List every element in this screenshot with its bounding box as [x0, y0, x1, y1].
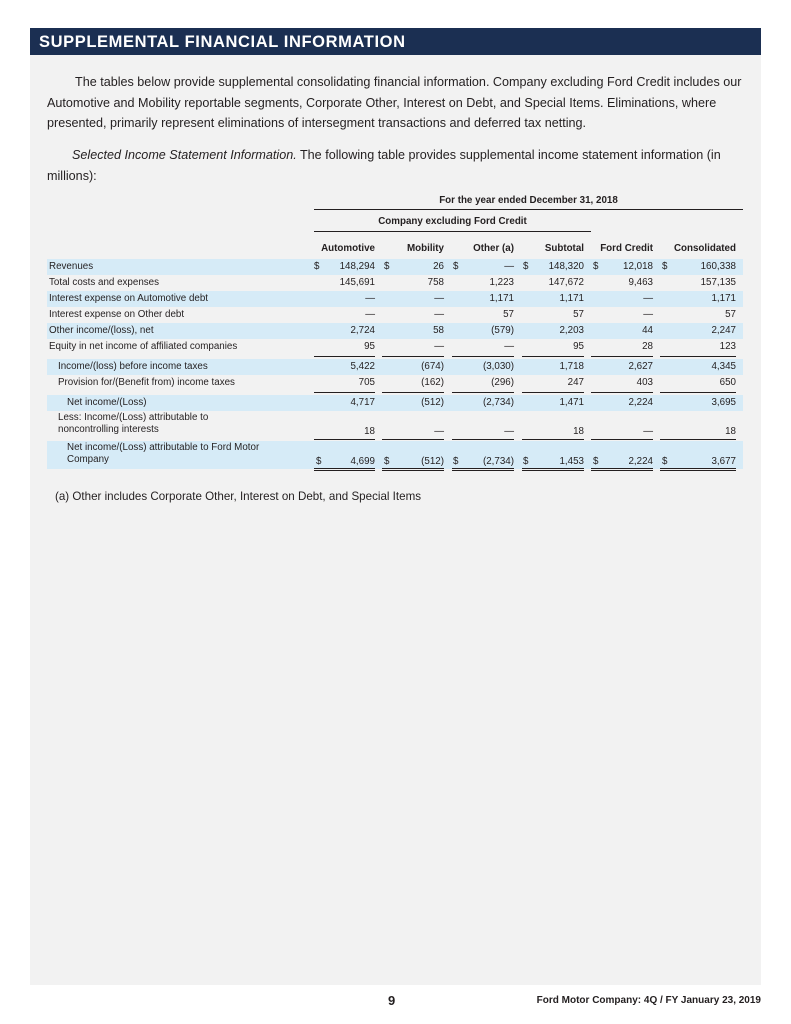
- cell-value: 650: [719, 377, 736, 388]
- cell-value: 2,724: [350, 325, 375, 336]
- cell-value: 148,320: [548, 261, 584, 272]
- currency-symbol: $: [314, 261, 320, 272]
- subtotal-rule: [382, 392, 444, 393]
- row-label: Other income/(loss), net: [49, 325, 154, 336]
- currency-symbol: $: [593, 261, 599, 272]
- column-header-consolidated: Consolidated: [673, 243, 736, 254]
- cell-value: —: [434, 426, 444, 437]
- table-row: [47, 275, 743, 291]
- table-intro-italic: Selected Income Statement Information.: [72, 148, 297, 162]
- total-double-rule: [522, 468, 584, 471]
- table-row: [47, 411, 743, 439]
- cell-value: —: [365, 293, 375, 304]
- cell-value: 2,224: [628, 456, 653, 467]
- cell-value: 147,672: [548, 277, 584, 288]
- cell-value: 1,171: [489, 293, 514, 304]
- currency-symbol: $: [662, 261, 668, 272]
- cell-value: —: [365, 309, 375, 320]
- cell-value: 18: [364, 426, 375, 437]
- currency-symbol: $: [593, 456, 599, 467]
- subtotal-rule: [591, 439, 653, 440]
- currency-symbol: $: [384, 261, 390, 272]
- row-label: Total costs and expenses: [49, 277, 160, 288]
- row-label: Equity in net income of affiliated companies: [49, 341, 238, 352]
- cell-value: 4,699: [350, 456, 375, 467]
- row-label-line: Net income/(Loss) attributable to Ford Motor: [67, 442, 260, 453]
- cell-value: —: [504, 426, 514, 437]
- row-label: Income/(loss) before income taxes: [58, 361, 208, 372]
- group-heading: Company excluding Ford Credit: [378, 216, 527, 227]
- cell-value: 160,338: [700, 261, 736, 272]
- cell-value: (3,030): [482, 361, 514, 372]
- subtotal-rule: [591, 392, 653, 393]
- table-row: [47, 307, 743, 323]
- cell-value: 2,224: [628, 397, 653, 408]
- row-label-line: noncontrolling interests: [58, 424, 159, 435]
- row-label: [58, 412, 208, 436]
- cell-value: 5,422: [350, 361, 375, 372]
- table-footnote: (a) Other includes Corporate Other, Interest on Debt, and Special Items: [55, 490, 422, 503]
- cell-value: 1,471: [559, 397, 584, 408]
- group-heading-rule: [314, 231, 591, 232]
- cell-value: 57: [725, 309, 736, 320]
- cell-value: —: [434, 309, 444, 320]
- cell-value: (512): [421, 456, 444, 467]
- cell-value: 4,717: [350, 397, 375, 408]
- cell-value: 403: [636, 377, 653, 388]
- cell-value: —: [434, 341, 444, 352]
- currency-symbol: $: [453, 261, 459, 272]
- table-row: [47, 259, 743, 275]
- cell-value: 705: [358, 377, 375, 388]
- subtotal-rule: [452, 392, 514, 393]
- cell-value: 2,203: [559, 325, 584, 336]
- cell-value: (162): [421, 377, 444, 388]
- currency-symbol: $: [384, 456, 390, 467]
- currency-symbol: $: [523, 456, 529, 467]
- row-label: Provision for/(Benefit from) income taxes: [58, 377, 235, 388]
- subtotal-rule: [452, 356, 514, 357]
- cell-value: 9,463: [628, 277, 653, 288]
- intro-paragraph: The tables below provide supplemental consolidating financial information. Company excluding Ford Credit includes our Automotive and Mobility reportable segments, Corporate Other, Interest on Debt, and Special Items. Eliminations, where presented, primarily represent eliminations of intersegment transactions and deferred tax netting.: [47, 75, 742, 130]
- currency-symbol: $: [316, 456, 322, 467]
- subtotal-rule: [452, 439, 514, 440]
- cell-value: 2,247: [711, 325, 736, 336]
- cell-value: (579): [491, 325, 514, 336]
- column-header-subtotal: Subtotal: [544, 243, 584, 254]
- footer-company-line: Ford Motor Company: 4Q / FY January 23, 2019: [536, 995, 761, 1006]
- row-label: Interest expense on Automotive debt: [49, 293, 209, 304]
- section-header: [30, 28, 761, 55]
- cell-value: —: [504, 341, 514, 352]
- table-row: [47, 375, 743, 391]
- table-row: [47, 359, 743, 375]
- cell-value: 58: [433, 325, 444, 336]
- column-header-other: Other (a): [473, 243, 514, 254]
- currency-symbol: $: [453, 456, 459, 467]
- cell-value: (296): [491, 377, 514, 388]
- subtotal-rule: [314, 356, 375, 357]
- subtotal-rule: [522, 356, 584, 357]
- cell-value: 1,223: [489, 277, 514, 288]
- table-row: [47, 323, 743, 339]
- cell-value: 26: [433, 261, 444, 272]
- cell-value: 44: [642, 325, 653, 336]
- cell-value: 18: [725, 426, 736, 437]
- cell-value: 28: [642, 341, 653, 352]
- cell-value: 12,018: [623, 261, 653, 272]
- subtotal-rule: [522, 439, 584, 440]
- subtotal-rule: [382, 439, 444, 440]
- total-double-rule: [452, 468, 514, 471]
- cell-value: 247: [567, 377, 584, 388]
- subtotal-rule: [522, 392, 584, 393]
- period-heading-rule: [314, 209, 743, 210]
- cell-value: 18: [573, 426, 584, 437]
- row-label: Revenues: [49, 261, 94, 272]
- section-title: SUPPLEMENTAL FINANCIAL INFORMATION: [39, 33, 406, 51]
- column-header-automotive: Automotive: [321, 243, 375, 254]
- row-label: [67, 442, 259, 466]
- table-intro-paragraph: [47, 145, 752, 186]
- cell-value: 1,171: [559, 293, 584, 304]
- cell-value: 95: [364, 341, 375, 352]
- subtotal-rule: [314, 392, 375, 393]
- cell-value: —: [643, 309, 653, 320]
- row-label: Net income/(Loss): [67, 397, 147, 408]
- cell-value: 57: [573, 309, 584, 320]
- cell-value: 123: [719, 341, 736, 352]
- period-heading: For the year ended December 31, 2018: [439, 195, 618, 206]
- row-label-line: Company: [67, 454, 109, 465]
- cell-value: —: [504, 261, 514, 272]
- cell-value: (2,734): [482, 456, 514, 467]
- cell-value: 95: [573, 341, 584, 352]
- table-row: [47, 441, 743, 469]
- cell-value: 3,695: [711, 397, 736, 408]
- subtotal-rule: [382, 356, 444, 357]
- cell-value: —: [643, 293, 653, 304]
- cell-value: —: [434, 293, 444, 304]
- subtotal-rule: [660, 392, 736, 393]
- table-intro-text: The following table provides supplemental income statement information (in millions):: [47, 148, 721, 183]
- cell-value: 1,453: [559, 456, 584, 467]
- subtotal-rule: [314, 439, 375, 440]
- subtotal-rule: [660, 439, 736, 440]
- total-double-rule: [382, 468, 444, 471]
- cell-value: 145,691: [339, 277, 375, 288]
- column-header-mobility: Mobility: [406, 243, 444, 254]
- total-double-rule: [314, 468, 375, 471]
- cell-value: 1,718: [559, 361, 584, 372]
- row-label-line: Less: Income/(Loss) attributable to: [58, 412, 209, 423]
- cell-value: (512): [421, 397, 444, 408]
- subtotal-rule: [591, 356, 653, 357]
- page-number: 9: [388, 993, 396, 1008]
- table-row: [47, 291, 743, 307]
- cell-value: 148,294: [339, 261, 375, 272]
- cell-value: 157,135: [700, 277, 736, 288]
- column-header-ford-credit: Ford Credit: [600, 243, 653, 254]
- cell-value: (674): [421, 361, 444, 372]
- table-row: [47, 339, 743, 355]
- cell-value: 2,627: [628, 361, 653, 372]
- cell-value: 57: [503, 309, 514, 320]
- row-label: Interest expense on Other debt: [49, 309, 185, 320]
- subtotal-rule: [660, 356, 736, 357]
- cell-value: 1,171: [711, 293, 736, 304]
- cell-value: 758: [427, 277, 444, 288]
- currency-symbol: $: [662, 456, 668, 467]
- cell-value: 4,345: [711, 361, 736, 372]
- total-double-rule: [591, 468, 653, 471]
- cell-value: —: [643, 426, 653, 437]
- table-row: [47, 395, 743, 411]
- cell-value: (2,734): [482, 397, 514, 408]
- currency-symbol: $: [523, 261, 529, 272]
- cell-value: 3,677: [711, 456, 736, 467]
- total-double-rule: [660, 468, 736, 471]
